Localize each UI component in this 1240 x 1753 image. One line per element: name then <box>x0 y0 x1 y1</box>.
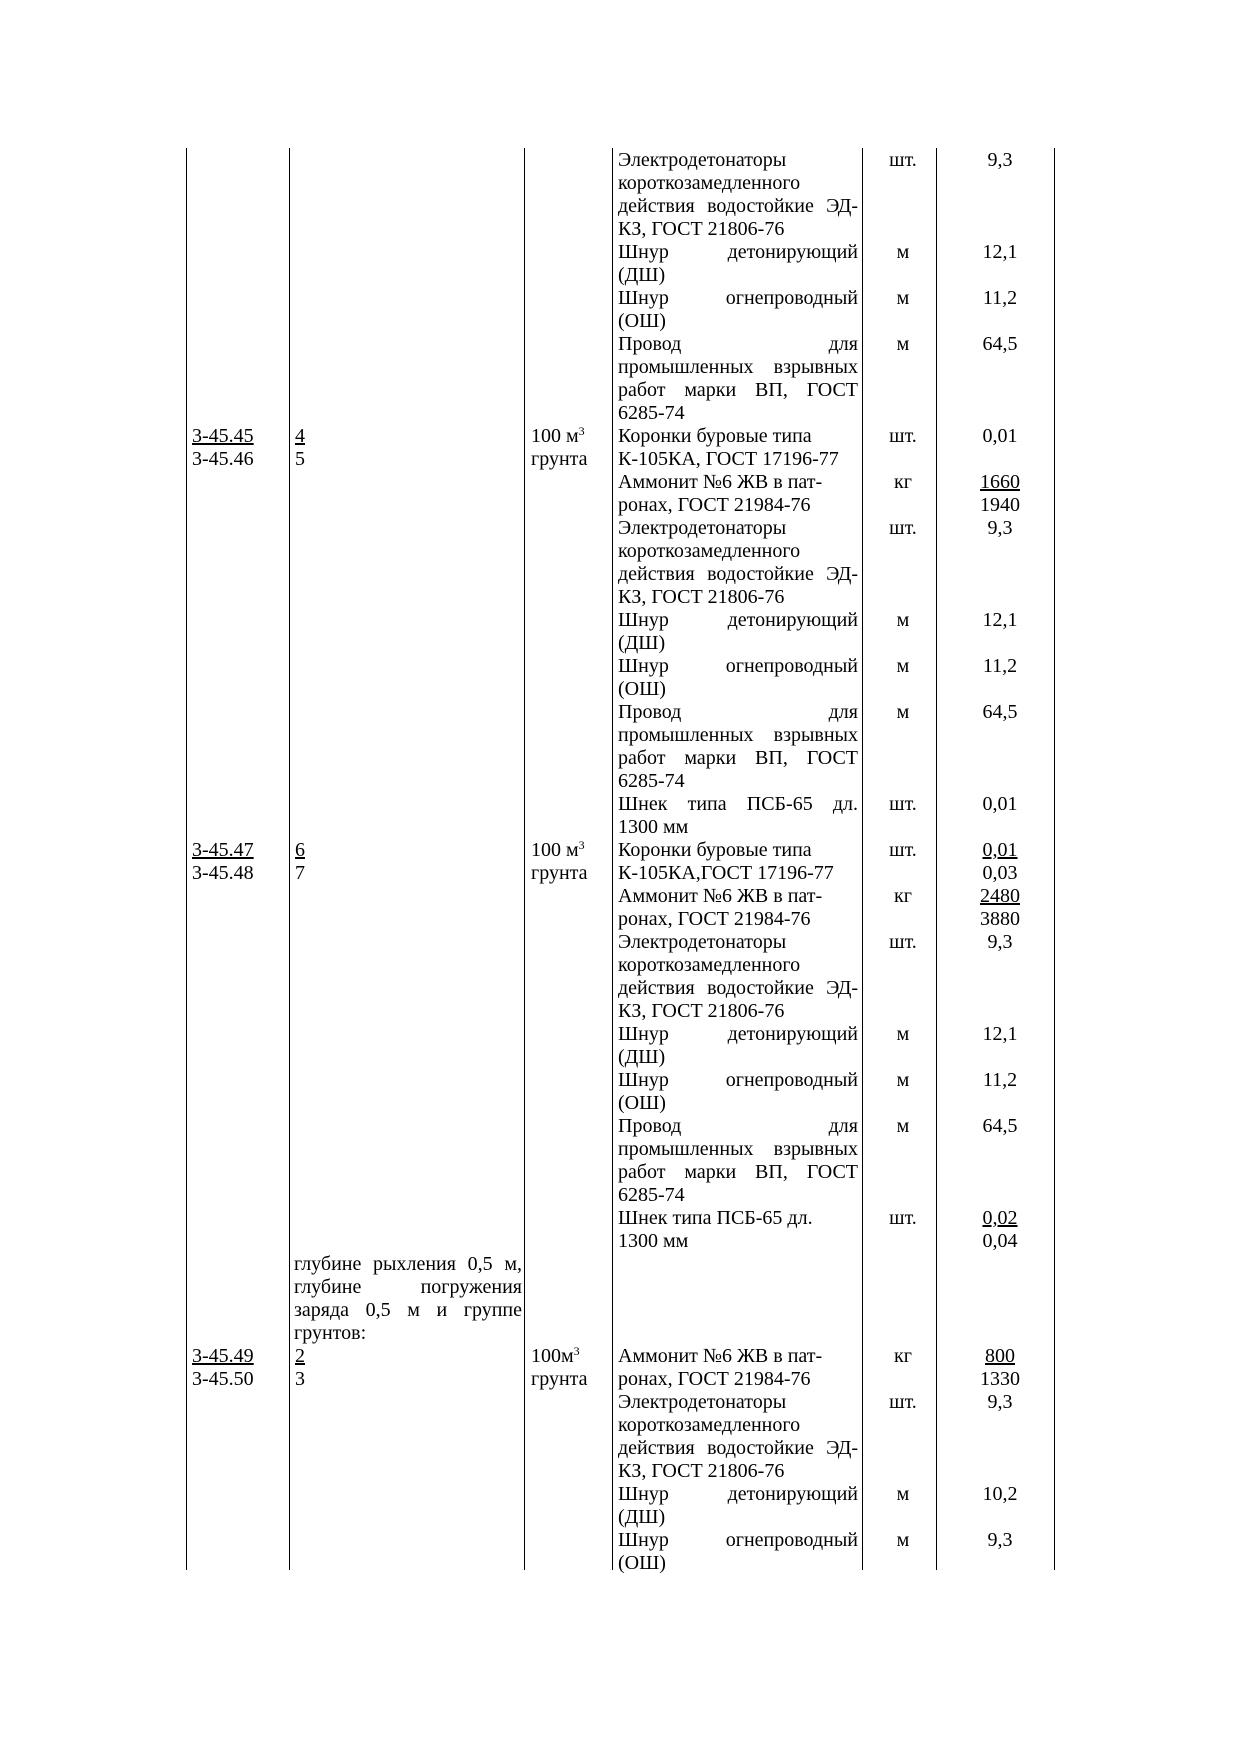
unit-cell: м <box>896 287 910 309</box>
unit-cell: м <box>896 241 910 263</box>
norm-code: 3-45.47 3-45.48 <box>192 839 254 884</box>
unit-cell: м <box>896 1115 910 1137</box>
unit-cell: м <box>896 1069 910 1091</box>
material-name: Аммонит №6 ЖВ в пат- ронах, ГОСТ 21984-76 <box>618 1345 823 1390</box>
unit-cell: м <box>896 655 910 677</box>
norm-value: 0,01 <box>982 425 1018 447</box>
table-border-left <box>186 148 187 1570</box>
material-name: Электродетонаторы короткозамедленного действия водостойкие ЭД- КЗ, ГОСТ 21806-76 <box>618 931 858 1022</box>
material-name: Коронки буровые типа К-105КА,ГОСТ 17196-77 <box>618 839 834 884</box>
norm-value: 10,2 <box>982 1483 1018 1505</box>
unit-cell: кг <box>894 1345 912 1367</box>
table-column-divider <box>862 148 863 1570</box>
unit-cell: кг <box>894 885 912 907</box>
norm-value: 9,3 <box>987 517 1013 539</box>
material-name: Шнур детонирующий (ДШ) <box>618 1023 858 1068</box>
material-name: Коронки буровые типа К-105КА, ГОСТ 17196-77 <box>618 425 839 470</box>
norm-value: 64,5 <box>982 701 1018 723</box>
material-name: Провод для промышленных взрывных работ марки ВП, ГОСТ 6285-74 <box>618 701 858 792</box>
norm-code: 3-45.45 3-45.46 <box>192 425 254 470</box>
group-number: 4 5 <box>295 425 305 470</box>
unit-cell: м <box>896 1483 910 1505</box>
measure-unit: 100 $м^3$ грунта <box>531 838 588 884</box>
norm-value: 12,1 <box>982 609 1018 631</box>
norm-value: 9,3 <box>987 1529 1013 1551</box>
group-number: 6 7 <box>295 839 305 884</box>
material-name: Провод для промышленных взрывных работ марки ВП, ГОСТ 6285-74 <box>618 1115 858 1206</box>
norm-value: 11,2 <box>982 655 1018 677</box>
norm-value: 64,5 <box>982 333 1018 355</box>
measure-unit: $100м^3$ грунта <box>531 1344 588 1390</box>
norm-value: 12,1 <box>982 1023 1018 1045</box>
material-name: Электродетонаторы короткозамедленного действия водостойкие ЭД- КЗ, ГОСТ 21806-76 <box>618 517 858 608</box>
unit-cell: шт. <box>889 793 917 815</box>
material-name: Аммонит №6 ЖВ в пат- ронах, ГОСТ 21984-76 <box>618 885 823 930</box>
group-number: 2 3 <box>295 1345 305 1390</box>
unit-cell: шт. <box>889 839 917 861</box>
material-name: Шнур огнепроводный (ОШ) <box>618 287 858 332</box>
material-name: Шнур детонирующий (ДШ) <box>618 609 858 654</box>
unit-cell: шт. <box>889 149 917 171</box>
unit-cell: шт. <box>889 1391 917 1413</box>
material-name: Шнур детонирующий (ДШ) <box>618 241 858 286</box>
table-column-divider <box>524 148 525 1570</box>
norm-value: 11,2 <box>982 1069 1018 1091</box>
material-name: Шнур огнепроводный (ОШ) <box>618 1529 858 1574</box>
material-name: Электродетонаторы короткозамедленного действия водостойкие ЭД- КЗ, ГОСТ 21806-76 <box>618 1391 858 1482</box>
measure-unit: 100 $м^3$ грунта <box>531 424 588 470</box>
norm-value: 0,01 0,03 <box>982 839 1018 884</box>
table-column-divider <box>289 148 290 1570</box>
unit-cell: шт. <box>889 1207 917 1229</box>
norm-value: 0,02 0,04 <box>982 1207 1018 1252</box>
unit-cell: м <box>896 333 910 355</box>
norm-value: 9,3 <box>987 1391 1013 1413</box>
material-name: Аммонит №6 ЖВ в пат- ронах, ГОСТ 21984-76 <box>618 471 823 516</box>
unit-cell: шт. <box>889 517 917 539</box>
unit-cell: кг <box>894 471 912 493</box>
material-name: Шнур детонирующий (ДШ) <box>618 1483 858 1528</box>
norm-value: 0,01 <box>982 793 1018 815</box>
material-name: Шнур огнепроводный (ОШ) <box>618 1069 858 1114</box>
material-name: Шнур огнепроводный (ОШ) <box>618 655 858 700</box>
norm-value: 9,3 <box>987 931 1013 953</box>
unit-cell: м <box>896 609 910 631</box>
unit-cell: м <box>896 1023 910 1045</box>
norm-value: 2480 3880 <box>980 885 1020 930</box>
material-name: Провод для промышленных взрывных работ марки ВП, ГОСТ 6285-74 <box>618 333 858 424</box>
norm-code: 3-45.49 3-45.50 <box>192 1345 254 1390</box>
norm-value: 1660 1940 <box>980 471 1020 516</box>
unit-cell: м <box>896 701 910 723</box>
work-description: глубине рыхления 0,5 м, глубине погружения заряда 0,5 м и группе грунтов: <box>294 1253 522 1344</box>
norm-value: 11,2 <box>982 287 1018 309</box>
material-name: Шнек типа ПСБ-65 дл. 1300 мм <box>618 1207 813 1252</box>
material-name: Электродетонаторы короткозамедленного действия водостойкие ЭД- КЗ, ГОСТ 21806-76 <box>618 149 858 240</box>
unit-cell: м <box>896 1529 910 1551</box>
material-name: Шнек типа ПСБ-65 дл. 1300 мм <box>618 793 858 838</box>
unit-cell: шт. <box>889 931 917 953</box>
norm-value: 800 1330 <box>980 1345 1020 1390</box>
unit-cell: шт. <box>889 425 917 447</box>
table-column-divider <box>612 148 613 1570</box>
norm-value: 64,5 <box>982 1115 1018 1137</box>
norm-value: 9,3 <box>987 149 1013 171</box>
norm-value: 12,1 <box>982 241 1018 263</box>
